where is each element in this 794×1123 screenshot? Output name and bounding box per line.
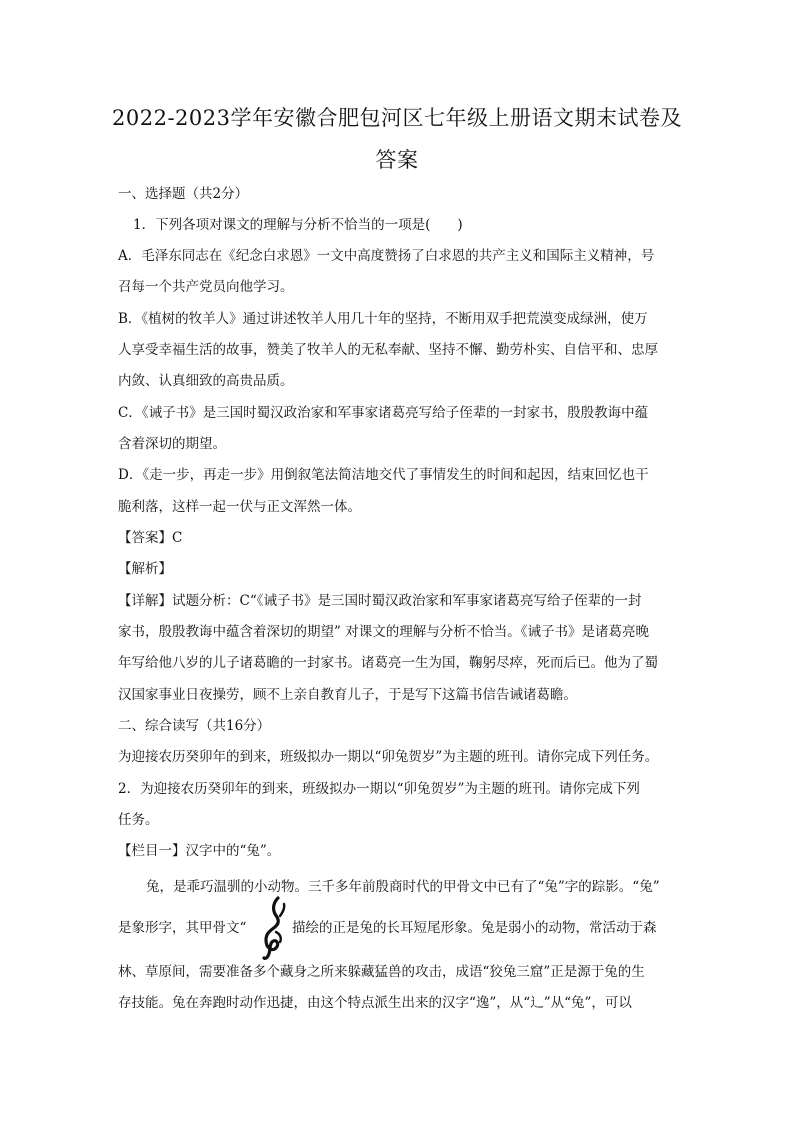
analysis-label: 【解析】 bbox=[118, 561, 172, 577]
doc-title-line-2: 答案 bbox=[375, 148, 419, 172]
column-1-heading: 【栏目一】汉字中的“兔”。 bbox=[118, 843, 281, 859]
option-d-line-1: D．《走一步，再走一步》用倒叙笔法简洁地交代了事情发生的时间和起因，结束回忆也干 bbox=[118, 467, 649, 483]
section-1-heading: 一、选择题（共2分） bbox=[118, 186, 249, 202]
passage-line-2a: 是象形字，其甲骨文“ bbox=[118, 920, 247, 936]
passage-line-1: 兔，是乖巧温驯的小动物。三千多年前殷商时代的甲骨文中已有了“兔”字的踪影。“兔” bbox=[146, 879, 660, 895]
detail-line-3: 年写给他八岁的儿子诸葛瞻的一封家书。诸葛亮一生为国，鞠躬尽瘁，死而后已。他为了蜀 bbox=[118, 655, 658, 671]
answer-label: 【答案】C bbox=[118, 530, 183, 546]
section-2-intro: 为迎接农历癸卯年的到来，班级拟办一期以“卯兔贺岁”为主题的班刊。请你完成下列任务。 bbox=[118, 749, 659, 765]
option-b-line-1: B．《植树的牧羊人》通过讲述牧羊人用几十年的坚持，不断用双手把荒漠变成绿洲，使万 bbox=[118, 311, 648, 327]
detail-line-4: 汉国家事业日夜操劳，顾不上亲自教育儿子，于是写下这篇书信告诫诸葛瞻。 bbox=[118, 687, 577, 703]
option-a-line-1: A．毛泽东同志在《纪念白求恩》一文中高度赞扬了白求恩的共产主义和国际主义精神，号 bbox=[118, 248, 655, 264]
detail-line-1: 【详解】试题分析：C“《诫子书》是三国时蜀汉政治家和军事家诸葛亮写给子侄辈的一封 bbox=[118, 593, 642, 609]
question-2-line-1: 2．为迎接农历癸卯年的到来，班级拟办一期以“卯兔贺岁”为主题的班刊。请你完成下列 bbox=[118, 781, 640, 797]
option-c-line-1: C．《诫子书》是三国时蜀汉政治家和军事家诸葛亮写给子侄辈的一封家书，殷殷教诲中蕴 bbox=[118, 405, 649, 421]
section-2-heading: 二、综合读写（共16分） bbox=[118, 718, 271, 734]
passage-line-2b: 描绘的正是兔的长耳短尾形象。兔是弱小的动物，常活动于森 bbox=[292, 920, 657, 936]
detail-line-2: 家书，殷殷教诲中蕴含着深切的期望” 对课文的理解与分析不恰当。《诫子书》是诸葛亮晚 bbox=[118, 624, 649, 640]
doc-title-line-1: 2022-2023学年安徽合肥包河区七年级上册语文期末试卷及 bbox=[112, 106, 682, 130]
option-a-line-2: 召每一个共产党员向他学习。 bbox=[118, 279, 294, 295]
question-2-line-2: 任务。 bbox=[118, 812, 159, 828]
passage-line-3: 林、草原间，需要准备多个藏身之所来躲藏猛兽的攻击，成语“狡兔三窟”正是源于兔的生 bbox=[118, 964, 645, 980]
passage-line-4: 存技能。兔在奔跑时动作迅捷，由这个特点派生出来的汉字“逸”，从“辶”从“兔”，可以 bbox=[118, 995, 632, 1011]
question-1: 1．下列各项对课文的理解与分析不恰当的一项是( ) bbox=[133, 217, 463, 233]
option-b-line-2: 人享受幸福生活的故事，赞美了牧羊人的无私奉献、坚持不懈、勤劳朴实、自信平和、忠厚 bbox=[118, 342, 658, 358]
option-c-line-2: 含着深切的期望。 bbox=[118, 436, 226, 452]
option-b-line-3: 内敛、认真细致的高贵品质。 bbox=[118, 373, 294, 389]
option-d-line-2: 脆利落，这样一起一伏与正文浑然一体。 bbox=[118, 499, 361, 515]
oracle-bone-rabbit-icon bbox=[258, 896, 288, 960]
